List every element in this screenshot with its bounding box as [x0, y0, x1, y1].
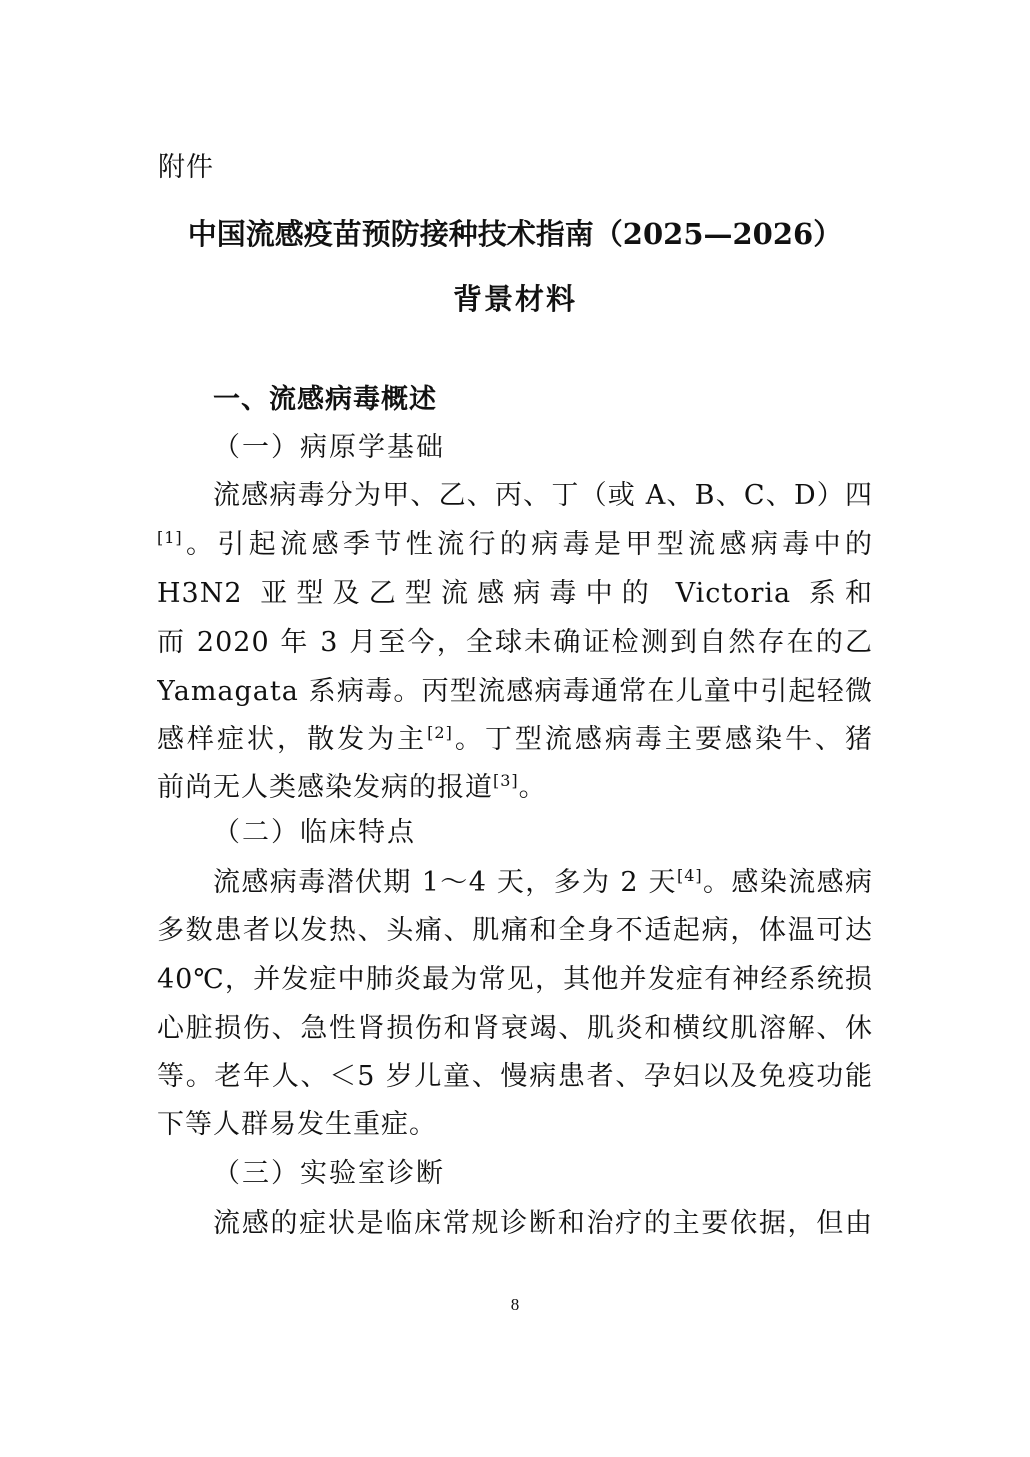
paragraph-line: 流感的症状是临床常规诊断和治疗的主要依据，但由 — [213, 1208, 873, 1239]
paragraph-line: 40℃，并发症中肺炎最为常见，其他并发症有神经系统损 — [157, 964, 873, 995]
line-text: 流感病毒潜伏期 1～4 天，多为 2 天 — [213, 867, 677, 898]
paragraph-line — [213, 862, 873, 904]
paragraph-line: 多数患者以发热、头痛、肌痛和全身不适起病，体温可达 — [157, 915, 873, 946]
page-number: 8 — [510, 1295, 520, 1314]
citation-ref: [2] — [427, 723, 453, 742]
document-title: 中国流感疫苗预防接种技术指南（2025—2026） — [187, 217, 843, 251]
citation-ref: [3] — [493, 771, 519, 790]
line-text: 感样症状，散发为主 — [157, 724, 428, 755]
paragraph-line: 流感病毒分为甲、乙、丙、丁（或 A、B、C、D）四 — [213, 480, 873, 511]
document-subtitle: 背景材料 — [452, 282, 577, 316]
line-text: 。丁型流感病毒主要感染牛、猪 — [452, 724, 873, 755]
paragraph-line — [157, 524, 873, 566]
subsection-heading-lab-diagnosis: （三）实验室诊断 — [213, 1158, 445, 1189]
paragraph-line: 而 2020 年 3 月至今，全球未确证检测到自然存在的乙 — [157, 627, 873, 658]
section-heading-overview: 一、流感病毒概述 — [213, 384, 437, 415]
subsection-heading-clinical: （二）临床特点 — [213, 817, 416, 848]
line-text: 。 — [518, 772, 547, 803]
subsection-heading-etiology: （一）病原学基础 — [213, 432, 445, 463]
paragraph-line: H3N2 亚型及乙型流感病毒中的 Victoria 系和 — [157, 578, 873, 609]
paragraph-line: 等。老年人、＜5 岁儿童、慢病患者、孕妇以及免疫功能 — [157, 1061, 873, 1092]
attachment-label: 附件 — [158, 152, 214, 183]
citation-ref: [1] — [157, 528, 183, 547]
line-text: 。感染流感病 — [702, 867, 873, 898]
paragraph-line: 心脏损伤、急性肾损伤和肾衰竭、肌炎和横纹肌溶解、休 — [157, 1013, 873, 1044]
paragraph-line — [157, 767, 547, 809]
citation-ref: [4] — [676, 866, 703, 885]
paragraph-line: Yamagata 系病毒。丙型流感病毒通常在儿童中引起轻微 — [157, 676, 873, 707]
line-text: 前尚无人类感染发病的报道 — [157, 772, 493, 803]
paragraph-line: 下等人群易发生重症。 — [157, 1109, 437, 1140]
paragraph-line — [157, 719, 873, 761]
line-text: 。引起流感季节性流行的病毒是甲型流感病毒中的 — [182, 529, 873, 560]
